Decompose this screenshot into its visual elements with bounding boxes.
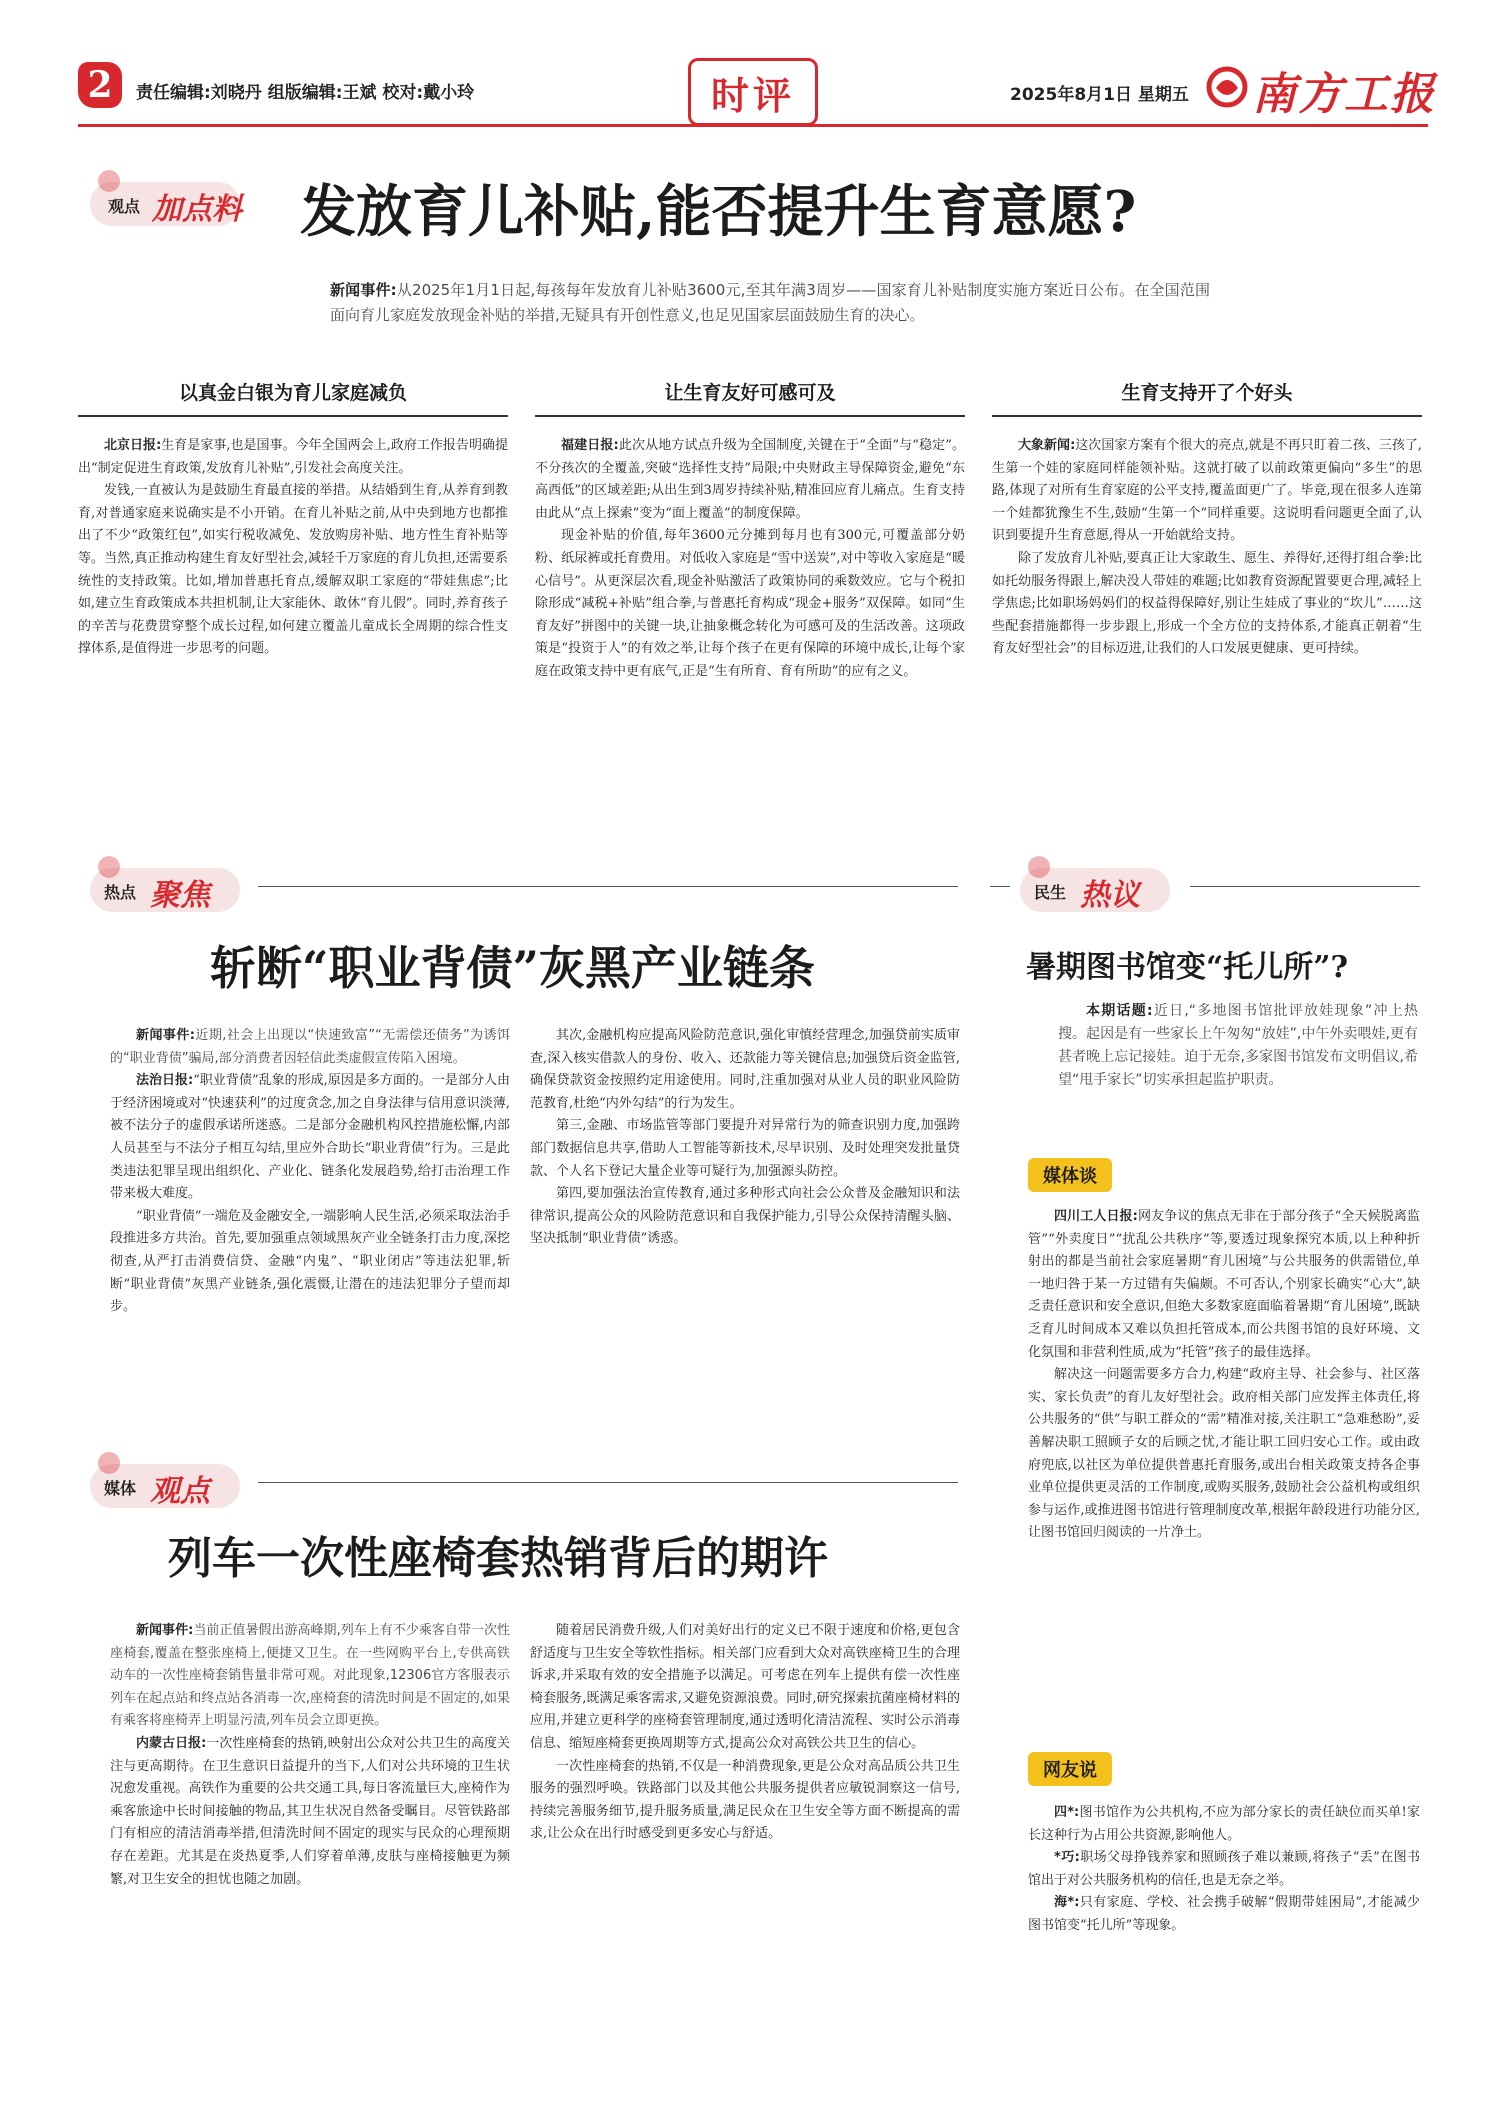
netizen-label: 网友说 <box>1043 1760 1097 1781</box>
article1-news-event <box>330 278 1210 328</box>
paragraph-text: 一次性座椅套的热销,映射出公众对公共卫生的高度关注与更高期待。在卫生意识日益提升的当下,人们对公共环境的卫生状况愈发重视。高铁作为重要的公共交通工具,每日客流量巨大,座椅作为乘客旅途中长时间接触的物品,其卫生状况自然备受瞩目。尽管铁路部门有相应的清洁消毒举措,但清洗时间不固定的现实与民众的心理预期存在差距。尤其是在炎热夏季,人们穿着单薄,皮肤与座椅接触更为频繁,对卫生安全的担忧也随之加剧。 <box>110 1735 510 1887</box>
section-badge <box>688 58 818 126</box>
news-event-label: 新闻事件: <box>330 281 397 299</box>
tag-bubble-icon <box>1028 856 1050 878</box>
issue-date: 2025年8月1日 星期五 <box>1010 85 1189 105</box>
news-event-label: 新闻事件: <box>136 1623 194 1638</box>
article2-title: 斩断“职业背债”灰黑产业链条 <box>210 941 815 995</box>
paragraph-text: “职业背债”一端危及金融安全,一端影响人民生活,必须采取法治手段推进多方共治。首先,要加强重点领域黑灰产业全链条打击力度,深挖彻查,从严打击消费信贷、金融“内鬼”、“职业闭店”等违法犯罪,斩断“职业背债”灰黑产业链条,强化震慑,让潜在的违法犯罪分子望而却步。 <box>110 1208 510 1315</box>
tag-bubble-icon <box>98 1452 120 1474</box>
heading-underline <box>992 415 1422 417</box>
paragraph-text: 此次从地方试点升级为全国制度,关键在于“全面”与“稳定”。不分孩次的全覆盖,突破“选择性支持”局限;中央财政主导保障资金,避免“东高西低”的区域差距;从出生到3周岁持续补贴,精准回应育儿痛点。生育支持由此从“点上探索”变为“面上覆盖”的制度保障。 <box>535 438 966 521</box>
news-event-text: 当前正值暑假出游高峰期,列车上有不少乘客自带一次性座椅套,覆盖在整张座椅上,便捷又卫生。在一些网购平台上,专供高铁动车的一次性座椅套销售量非常可观。对此现象,12306官方客服表示列车在起点站和终点站各消毒一次,座椅套的清洗时间是不固定的,如果有乘客将座椅弄上明显污渍,列车员会立即更换。 <box>110 1623 510 1729</box>
paragraph-text: 解决这一问题需要多方合力,构建“政府主导、社会参与、社区落实、家长负责”的育儿友好型社会。政府相关部门应发挥主体责任,将公共服务的“供”与职工群众的“需”精准对接,关注职工“急难愁盼”,妥善解决职工照顾子女的后顾之忧,才能让职工回归安心工作。或由政府兜底,以社区为单位提供普惠托育服务,或出台相关政策支持各企事业单位提供更灵活的工作制度,或购买服务,鼓励社会公益机构或组织参与运作,或推进图书馆进行管理制度改革,根据年龄段进行功能分区,让图书馆回归阅读的一片净土。 <box>1028 1367 1420 1541</box>
column-heading: 生育支持开了个好头 <box>1121 382 1293 404</box>
media-label: 媒体谈 <box>1043 1166 1097 1187</box>
comment-author: *巧: <box>1054 1850 1080 1866</box>
column-body <box>992 435 1422 661</box>
paragraph-text: 发钱,一直被认为是鼓励生育最直接的举措。从结婚到生育,从养育到教育,对普通家庭来说确实是不小开销。在育儿补贴之前,从中央到地方也都推出了不少“政策红包”,如实行税收减免、发放购房补贴、地方性生育补贴等等。当然,真正推动构建生育友好型社会,减轻千万家庭的育儿负担,还需要系统性的支持政策。比如,增加普惠托育点,缓解双职工家庭的“带娃焦虑”;比如,建立生育政策成本共担机制,让大家能休、敢休“育儿假”。同时,养育孩子的辛苦与花费贯穿整个成长过程,如何建立覆盖儿童成长全周期的综合性支撑体系,是值得进一步思考的问题。 <box>78 483 508 657</box>
sidebar-top-rule <box>990 886 1010 887</box>
sidebar-title: 暑期图书馆变“托儿所”? <box>1026 950 1349 985</box>
paragraph-source: 四川工人日报: <box>1054 1209 1138 1224</box>
media-label-badge <box>1028 1158 1112 1192</box>
page-number: 2 <box>87 64 113 106</box>
paragraph-text: 随着居民消费升级,人们对美好出行的定义已不限于速度和价格,更包含舒适度与卫生安全等软性指标。相关部门应看到大众对高铁座椅卫生的合理诉求,并采取有效的安全措施予以满足。可考虑在列车上提供有偿一次性座椅套服务,既满足乘客需求,又避免资源浪费。同时,研究探索抗菌座椅材料的应用,并建立更科学的座椅套管理制度,通过透明化清洁流程、实时公示消毒信息、缩短座椅套更换周期等方式,提高公众对高铁公共卫生的信心。 <box>530 1623 960 1751</box>
article3-col-right <box>530 1620 960 1846</box>
paragraph-text: 第四,要加强法治宣传教育,通过多种形式向社会公众普及金融知识和法律常识,提高公众的风险防范意识和自我保护能力,引导公众保持清醒头脑、坚决抵制“职业背债”诱惑。 <box>530 1186 960 1247</box>
paragraph-text: 第三,金融、市场监管等部门要提升对异常行为的筛查识别力度,加强跨部门数据信息共享,借助人工智能等新技术,尽早识别、及时处理突发批量贷款、个人名下登记大量企业等可疑行为,加强源头防控。 <box>530 1118 960 1179</box>
paragraph-text: 除了发放育儿补贴,要真正让大家敢生、愿生、养得好,还得打组合拳:比如托幼服务得跟上,解决没人带娃的难题;比如教育资源配置要更合理,减轻上学焦虑;比如职场妈妈们的权益得保障好,别让生娃成了事业的“坎儿”……这些配套措施都得一步步跟上,形成一个全方位的支持体系,才能真正朝着“生育友好型社会”的目标迈进,让我们的人口发展更健康、更可持续。 <box>992 550 1422 657</box>
sidebar-top-rule-right <box>1190 886 1420 887</box>
tag-label: 民生 <box>1034 883 1067 902</box>
paragraph-text: 生育是家事,也是国事。今年全国两会上,政府工作报告明确提出“制定促进生育政策,发放育儿补贴”,引发社会高度关注。 <box>78 438 508 476</box>
article1-col-1 <box>78 378 508 661</box>
tag-label: 观点 <box>108 197 141 216</box>
heading-underline <box>535 415 965 417</box>
tag-title: 热议 <box>1080 878 1140 913</box>
sidebar-netizen-body <box>1028 1802 1420 1938</box>
news-event-text: 从2025年1月1日起,每孩每年发放育儿补贴3600元,至其年满3周岁——国家育儿补贴制度实施方案近日公布。在全国范围面向育儿家庭发放现金补贴的举措,无疑具有开创性意义,也足见国家层面鼓励生育的决心。 <box>330 281 1210 324</box>
comment-author: 海*: <box>1054 1895 1080 1911</box>
news-event-text: 近期,社会上出现以“快速致富”“无需偿还债务”为诱饵的“职业背债”骗局,部分消费者因轻信此类虚假宣传陷入困境。 <box>110 1028 510 1066</box>
article3-col-left <box>110 1620 510 1891</box>
article2-col-right <box>530 1025 960 1251</box>
article3-title: 列车一次性座椅套热销背后的期许 <box>168 1533 828 1584</box>
column-heading: 以真金白银为育儿家庭减负 <box>178 382 407 404</box>
paragraph-text: 这次国家方案有个很大的亮点,就是不再只盯着二孩、三孩了,生第一个娃的家庭同样能领补贴。这就打破了以前政策更偏向“多生”的思路,体现了对所有生育家庭的公平支持,覆盖面更广了。毕竟,现在很多人连第一个娃都犹豫生不生,鼓励“生第一个”同样重要。这说明看问题更全面了,认识到要提升生育意愿,得从一开始就给支持。 <box>992 438 1422 544</box>
column-body <box>535 435 965 684</box>
paragraph-source: 大象新闻: <box>1018 438 1076 453</box>
paragraph-text: 一次性座椅套的热销,不仅是一种消费现象,更是公众对高品质公共卫生服务的强烈呼唤。铁路部门以及其他公共服务提供者应敏锐洞察这一信号,持续完善服务细节,提升服务质量,满足民众在卫生安全等方面不断提高的需求,让公众在出行时感受到更多安心与舒适。 <box>530 1758 960 1842</box>
masthead-title: 南方工报 <box>1252 69 1436 120</box>
article1-col-3 <box>992 378 1422 661</box>
tag-bubble-icon <box>98 170 120 192</box>
page-header <box>0 0 1500 120</box>
tag-bubble-icon <box>98 856 120 878</box>
comment-text: 只有家庭、学校、社会携手破解“假期带娃困局”,才能减少图书馆变“托儿所”等现象。 <box>1028 1895 1420 1933</box>
comment-text: 职场父母挣钱养家和照顾孩子难以兼顾,将孩子“丢”在图书馆出于对公共服务机构的信任,也是无奈之举。 <box>1028 1850 1420 1888</box>
article3-tag <box>90 1452 250 1518</box>
masthead-logo-icon <box>1206 66 1248 108</box>
tag-label: 媒体 <box>104 1479 137 1498</box>
section-title: 时评 <box>710 73 795 118</box>
article1-tag <box>90 170 250 236</box>
tag-title: 聚焦 <box>150 878 210 913</box>
paragraph-source: 北京日报: <box>104 438 162 453</box>
topic-label: 本期话题: <box>1086 1003 1153 1019</box>
paragraph-text: “职业背债”乱象的形成,原因是多方面的。一是部分人由于经济困境或对“快速获利”的过度贪念,加之自身法律与信用意识淡薄,被不法分子的虚假承诺所迷惑。二是部分金融机构风控措施松懈,内部人员甚至与不法分子相互勾结,里应外合助长“职业背债”行为。三是此类违法犯罪呈现出组织化、产业化、链条化发展趋势,给打击治理工作带来极大难度。 <box>110 1073 510 1202</box>
paragraph-text: 其次,金融机构应提高风险防范意识,强化审慎经营理念,加强贷前实质审查,深入核实借款人的身份、收入、还款能力等关键信息;加强贷后资金监管,确保贷款资金按照约定用途使用。同时,注重加强对从业人员的职业风险防范教育,杜绝“内外勾结”的行为发生。 <box>530 1028 960 1111</box>
paragraph-text: 现金补贴的价值,每年3600元分摊到每月也有300元,可覆盖部分奶粉、纸尿裤或托育费用。对低收入家庭是“雪中送炭”,对中等收入家庭是“暖心信号”。从更深层次看,现金补贴激活了政策协同的乘数效应。它与个税扣除形成“减税+补贴”组合拳,与普惠托育构成“现金+服务”双保障。如同“生育友好”拼图中的关键一块,让抽象概念转化为可感可及的生活改善。这项政策是“投资于人”的有效之举,让每个孩子在更有保障的环境中成长,让每个家庭在政策支持中更有底气,正是“生有所育、育有所助”的应有之义。 <box>535 528 965 679</box>
paragraph-source: 福建日报: <box>561 438 619 453</box>
page-number-badge <box>78 62 122 108</box>
sidebar-topic <box>1058 1000 1418 1092</box>
article2-col-left <box>110 1025 510 1319</box>
article2-tag <box>90 856 250 922</box>
article2-top-rule <box>258 886 958 887</box>
paragraph-text: 网友争议的焦点无非在于部分孩子“全天候脱离监管”“外卖度日”“扰乱公共秩序”等,要透过现象探究本质,以上种种折射出的都是当前社会家庭暑期“育儿困境”与公共服务的供需错位,单一地归咎于某一方过错有失偏颇。不可否认,个别家长确实“心大”,缺乏责任意识和安全意识,但绝大多数家庭面临着暑期“育儿困境”,既缺乏育儿时间成本又难以负担托管成本,而公共图书馆的良好环境、文化氛围和非营利性质,成为“托管”孩子的最佳选择。 <box>1028 1209 1420 1360</box>
tag-title: 加点料 <box>152 192 242 227</box>
article3-top-rule <box>258 1482 958 1483</box>
heading-underline <box>78 415 508 417</box>
sidebar-media-body <box>1028 1206 1420 1545</box>
comment-text: 图书馆作为公共机构,不应为部分家长的责任缺位而买单!家长这种行为占用公共资源,影响他人。 <box>1028 1805 1420 1843</box>
article1-title: 发放育儿补贴,能否提升生育意愿? <box>300 179 1137 245</box>
netizen-label-badge <box>1028 1752 1112 1786</box>
paragraph-source: 法治日报: <box>136 1073 194 1089</box>
topic-text: 近日,“多地图书馆批评放娃现象”冲上热搜。起因是有一些家长上午匆匆“放娃”,中午外卖喂娃,更有甚者晚上忘记接娃。迫于无奈,多家图书馆发布文明倡议,希望“甩手家长”切实承担起监护职责。 <box>1058 1003 1418 1088</box>
article1-col-2 <box>535 378 965 684</box>
news-event-label: 新闻事件: <box>136 1028 195 1043</box>
tag-title: 观点 <box>150 1474 210 1509</box>
column-heading: 让生育友好可感可及 <box>664 382 836 404</box>
editors-line: 责任编辑:刘晓丹 组版编辑:王斌 校对:戴小玲 <box>136 83 475 103</box>
comment-author: 四*: <box>1054 1805 1080 1820</box>
header-rule <box>78 124 1428 127</box>
column-body <box>78 435 508 661</box>
tag-label: 热点 <box>104 883 137 902</box>
sidebar-tag <box>1020 856 1180 922</box>
paragraph-source: 内蒙古日报: <box>136 1735 207 1751</box>
